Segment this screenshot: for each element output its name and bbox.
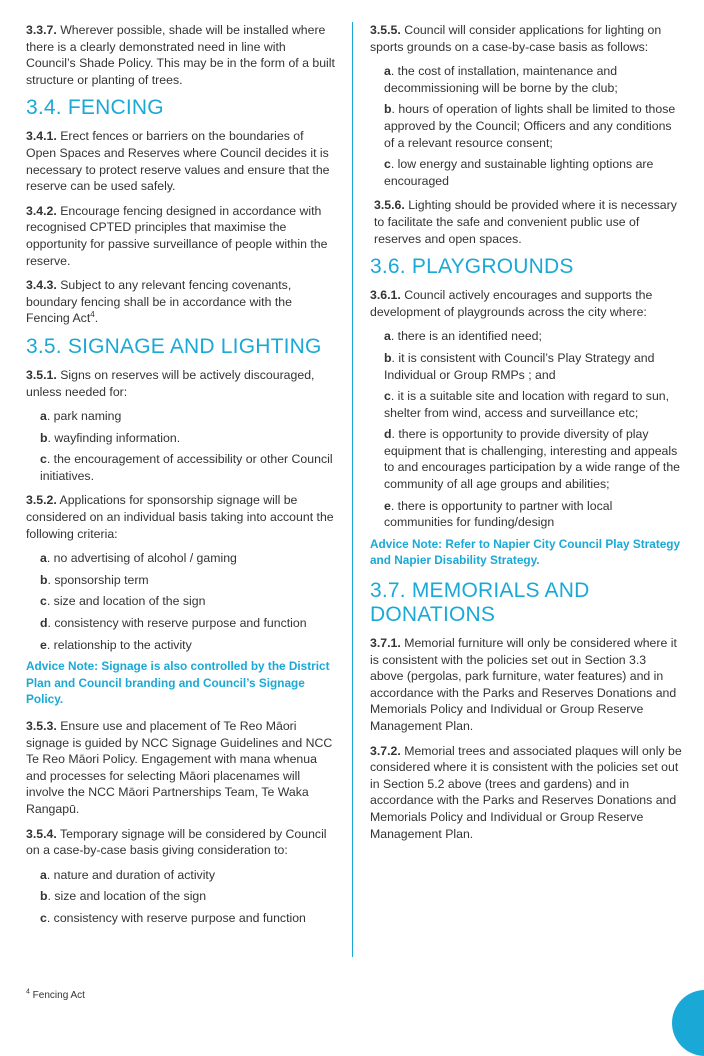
list-item: b. wayfinding information.: [40, 430, 181, 445]
para-3-6-1: 3.6.1. Council actively encourages and supports the development of playgrounds across the city where:: [370, 288, 653, 319]
list-item: b. size and location of the sign: [40, 889, 207, 904]
list-item: b. sponsorship term: [40, 572, 149, 587]
para-3-7-1: 3.7.1. Memorial furniture will only be considered where it is consistent with the policies set out in Section 3.3 above (pergolas, park furniture, water features) and in accordance with the Parks and Reserves Donations and Memorials Policy and Individual or Group Reserve Management Plan.: [370, 636, 677, 733]
para-3-5-6: 3.5.6. Lighting should be provided where it is necessary to facilitate the safe and convenient public use of reserves and open spaces.: [374, 198, 677, 246]
list-item: a. there is an identified need;: [384, 329, 542, 344]
page-corner-tab: [672, 990, 704, 1056]
advice-note-playgrounds: Advice Note: Refer to Napier City Council Play Strategy and Napier Disability Strategy.: [370, 536, 681, 568]
heading-fencing: 3.4. FENCING: [26, 96, 164, 120]
list-item: a. park naming: [40, 409, 122, 424]
para-3-3-7: 3.3.7. Wherever possible, shade will be installed where there is a clearly demonstrated need in line with Council’s Shade Policy. This may be in the form of a built structure or planting of trees.: [26, 23, 335, 87]
left-column: [26, 22, 336, 932]
para-3-5-3: 3.5.3. Ensure use and placement of Te Reo Māori signage is guided by NCC Signage Guidelines and NCC Te Reo Māori Policy. Engagement with mana whenua and processes for selecting Māori placenames will involve the NCC Māori Partnerships Team, Te Waka Rangapū.: [26, 719, 333, 816]
footnote: $^4$ Fencing Act: [26, 988, 85, 1001]
list-item: c. low energy and sustainable lighting options are encouraged: [384, 157, 654, 188]
para-3-7-2: 3.7.2. Memorial trees and associated plaques will only be considered where it is consistent with the policies set out in Section 5.2 above (trees and gardens) and in accordance with the Parks and Reserves Donations and Memorials Policy and Individual or Group Reserve Management Plan.: [370, 743, 682, 841]
list-item: a. the cost of installation, maintenance and decommissioning will be borne by the club;: [384, 64, 618, 95]
para-3-4-1: 3.4.1. Erect fences or barriers on the boundaries of Open Spaces and Reserves where Council decides it is necessary to protect reserve values and ensure that the reserve can be used safely.: [26, 129, 330, 194]
para-3-5-5: 3.5.5. Council will consider applications for lighting on sports grounds on a case-by-case basis as follows:: [370, 23, 662, 54]
para-3-4-3: 3.4.3. Subject to any relevant fencing covenants, boundary fencing shall be in accordance with the Fencing Act$^4$.: [26, 278, 292, 326]
para-3-4-2: 3.4.2. Encourage fencing designed in accordance with recognised CPTED principles that maximise the opportunity for passive surveillance of people within the reserve.: [26, 203, 328, 268]
right-column: [370, 22, 682, 850]
para-3-5-1: 3.5.1. Signs on reserves will be actively discouraged, unless needed for:: [26, 367, 315, 399]
list-item: e. there is opportunity to partner with local communities for funding/design: [384, 498, 613, 530]
list-item: c. consistency with reserve purpose and function: [40, 910, 306, 925]
list-item: c. it is a suitable site and location with regard to sun, shelter from wind, access and surveillance etc;: [384, 389, 670, 420]
column-divider: [352, 22, 353, 957]
list-item: c. the encouragement of accessibility or other Council initiatives.: [40, 452, 333, 483]
heading-playgrounds: 3.6. PLAYGROUNDS: [370, 255, 574, 279]
heading-memorials-donations: 3.7. MEMORIALS AND DONATIONS: [370, 579, 590, 627]
list-item: a. no advertising of alcohol / gaming: [40, 551, 237, 566]
list-item: d. there is opportunity to provide diversity of play equipment that is challenging, interesting and appeals to and encourages participation by a wide range of the community of all age groups and abilities;: [384, 427, 681, 492]
list-item: a. nature and duration of activity: [40, 867, 216, 882]
para-3-5-2: 3.5.2. Applications for sponsorship signage will be considered on an individual basis taking into account the following criteria:: [26, 493, 334, 541]
list-item: c. size and location of the sign: [40, 594, 206, 609]
para-3-5-4: 3.5.4. Temporary signage will be considered by Council on a case-by-case basis giving consideration to:: [26, 826, 327, 858]
heading-signage-lighting: 3.5. SIGNAGE AND LIGHTING: [26, 334, 322, 358]
list-item: d. consistency with reserve purpose and function: [40, 616, 307, 631]
list-item: b. it is consistent with Council’s Play Strategy and Individual or Group RMPs ; and: [384, 350, 655, 382]
list-item: e. relationship to the activity: [40, 637, 192, 652]
list-item: b. hours of operation of lights shall be limited to those approved by the Council; Officers and any conditions of a relevant resource consent;: [384, 102, 676, 150]
footnote-ref: 4: [90, 310, 95, 320]
advice-note-signage: Advice Note: Signage is also controlled by the District Plan and Council branding and Council’s Signage Policy.: [26, 659, 330, 707]
